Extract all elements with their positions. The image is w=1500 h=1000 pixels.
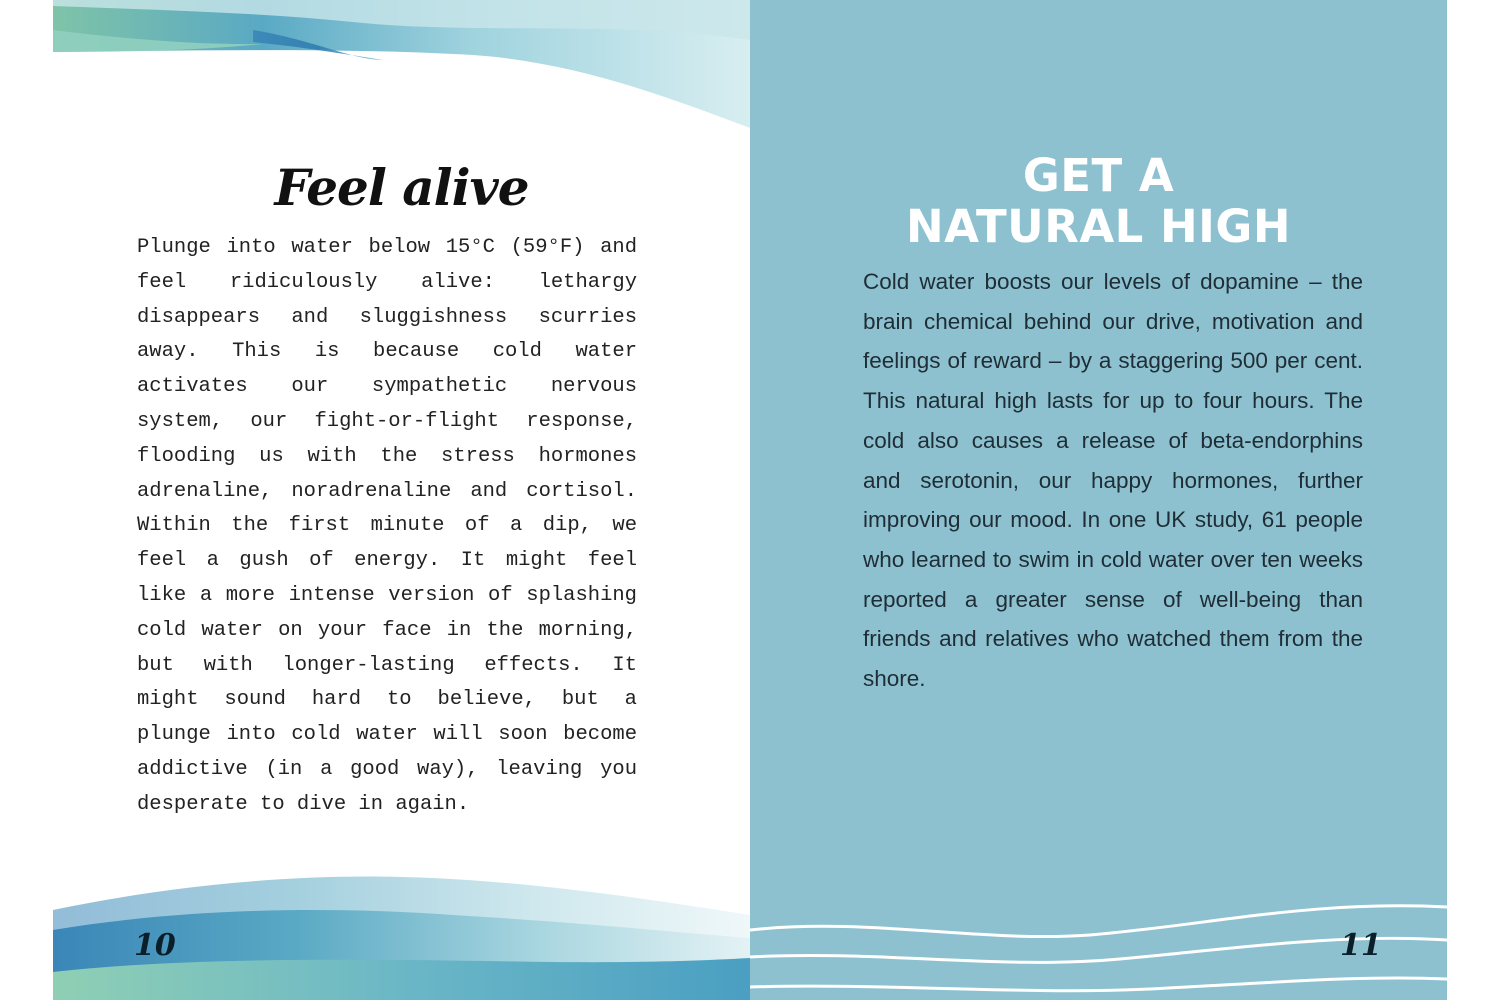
right-page-title — [750, 150, 1447, 252]
watercolor-wave-top — [53, 0, 750, 135]
right-title-line-2: NATURAL HIGH — [905, 200, 1292, 253]
page-number-left: 10 — [134, 928, 176, 963]
left-page-body: Plunge into water below 15°C (59°F) and feel ridiculously alive: lethargy disappears and sluggishness scurries away. This is because cold water activates our sympathetic nervous system, our fight-or-flight response, flooding us with the stress hormones adrenaline, noradrenaline and cortisol. Within the first minute of a dip, we feel a gush of energy. It might feel like a more intense version of splashing cold water on your face in the morning, but with longer-lasting effects. It might sound hard to believe, but a plunge into cold water will soon become addictive (in a good way), leaving you desperate to dive in again. — [137, 236, 637, 816]
right-page — [750, 0, 1447, 1000]
right-title-line-1: GET A — [1022, 149, 1175, 202]
page-number-right: 11 — [1340, 928, 1382, 963]
right-page-body: Cold water boosts our levels of dopamine – the brain chemical behind our drive, motivation and feelings of reward – by a staggering 500 per cent. This natural high lasts for up to four hours. The cold also causes a release of beta-endorphins and serotonin, our happy hormones, further improving our mood. In one UK study, 61 people who learned to swim in cold water over ten weeks reported a greater sense of well-being than friends and relatives who watched them from the shore. — [863, 269, 1363, 692]
left-page-title: Feel alive — [274, 158, 529, 217]
left-page — [53, 0, 750, 1000]
